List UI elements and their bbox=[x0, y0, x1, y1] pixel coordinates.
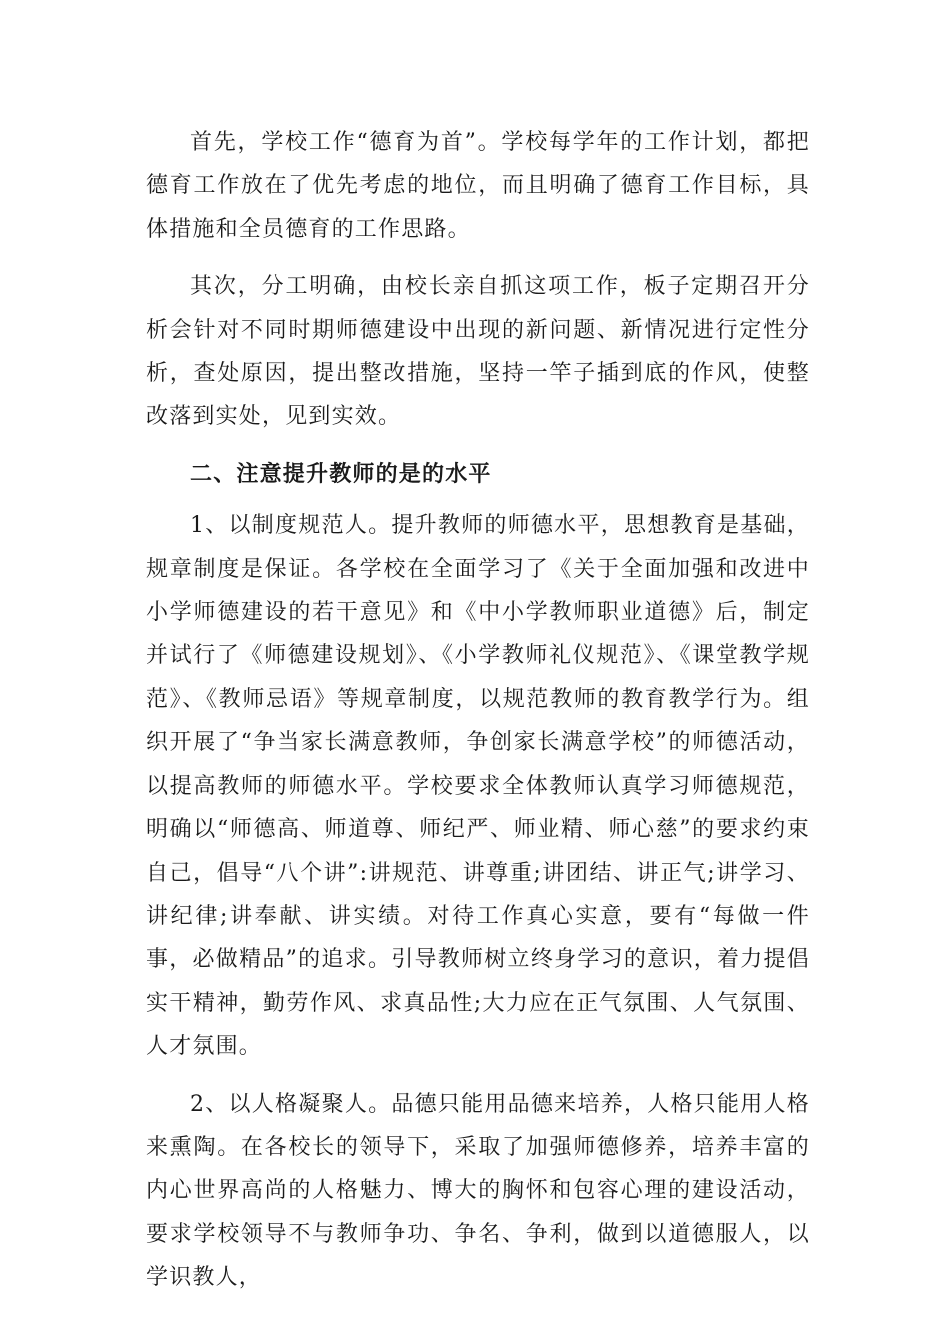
paragraph-second: 其次，分工明确，由校长亲自抓这项工作，板子定期召开分析会针对不同时期师德建设中出现的新问题、新情况进行定性分析，查处原因，提出整改措施，坚持一竿子插到底的作风，使整改落到实处，见到实效。 bbox=[146, 274, 810, 430]
paragraph-first: 首先，学校工作“德育为首”。学校每学年的工作计划，都把德育工作放在了优先考虑的地位，而且明确了德育工作目标，具体措施和全员德育的工作思路。 bbox=[146, 130, 810, 242]
section-heading: 二、注意提升教师的是的水平 bbox=[190, 461, 492, 487]
paragraph-rules: 1、以制度规范人。提升教师的师德水平，思想教育是基础，规章制度是保证。各学校在全面学习了《关于全面加强和改进中小学师德建设的若干意见》和《中小学教师职业道德》后，制定并试行了《师德建设规划》、《小学教师礼仪规范》、《课堂教学规范》、《教师忌语》等规章制度，以规范教师的教育教学行为。组织开展了“争当家长满意教师，争创家长满意学校”的师德活动，以提高教师的师德水平。学校要求全体教师认真学习师德规范，明确以“师德高、师道尊、师纪严、师业精、师心慈”的要求约束自己，倡导“八个讲”:讲规范、讲尊重;讲团结、讲正气;讲学习、讲纪律;讲奉献、讲实绩。对待工作真心实意，要有“每做一件事，必做精品”的追求。引导教师树立终身学习的意识，着力提倡实干精神，勤劳作风、求真品性;大力应在正气氛围、人气氛围、人才氛围。 bbox=[146, 513, 810, 1060]
paragraph-personality: 2、以人格凝聚人。品德只能用品德来培养，人格只能用人格来熏陶。在各校长的领导下，采取了加强师德修养，培养丰富的内心世界高尚的人格魅力、博大的胸怀和包容心理的建设活动，要求学校领导不与教师争功、争名、争利，做到以道德服人，以学识教人， bbox=[146, 1091, 810, 1291]
document-body bbox=[146, 121, 810, 1314]
